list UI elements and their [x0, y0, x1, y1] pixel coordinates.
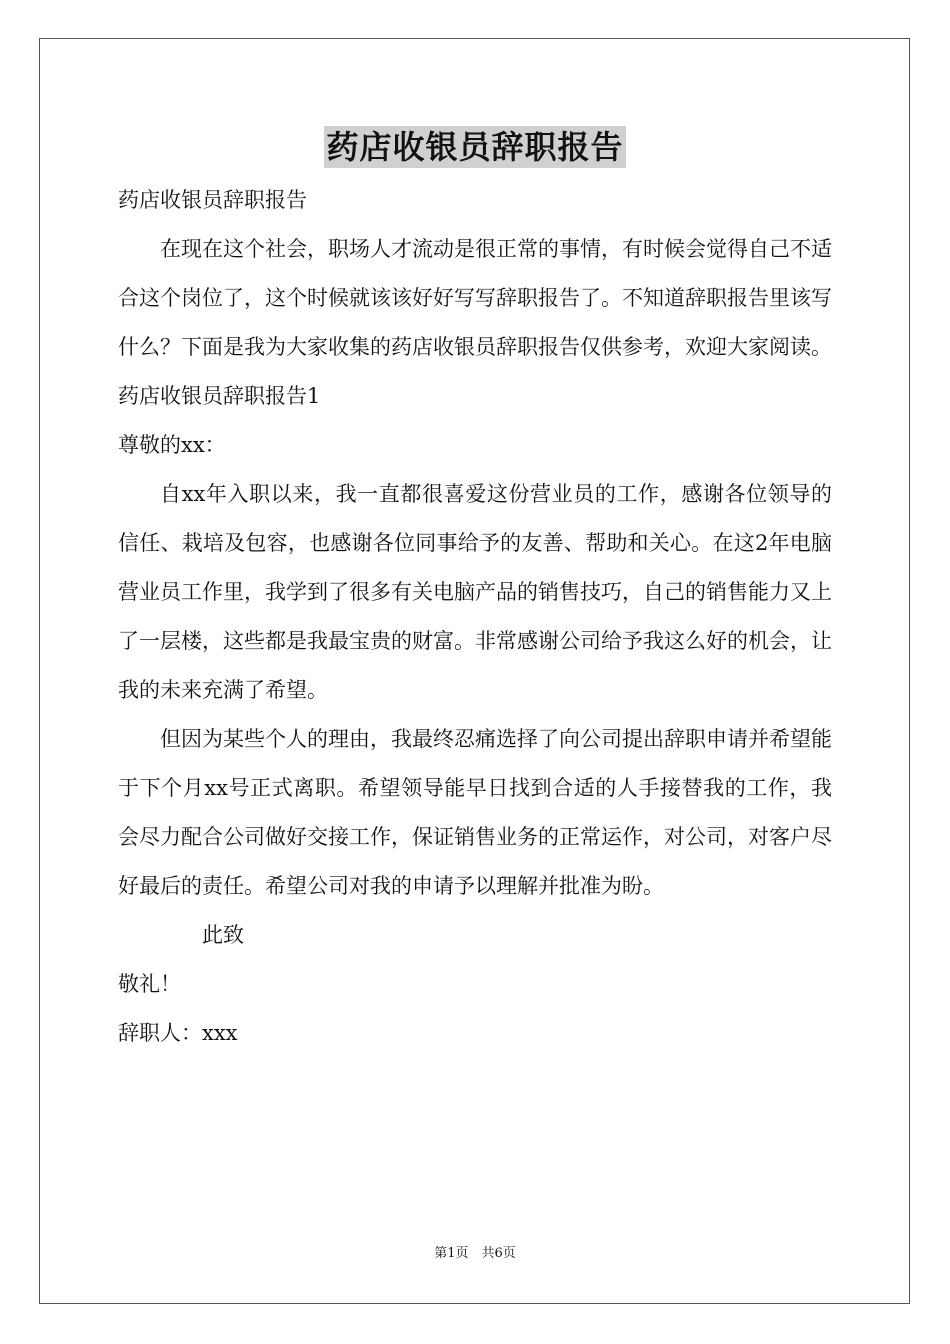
- body-paragraph-1: 自xx年入职以来，我一直都很喜爱这份营业员的工作，感谢各位领导的信任、栽培及包容，也感谢各位同事给予的友善、帮助和关心。在这2年电脑营业员工作里，我学到了很多有关电脑产品的销售技巧，自己的销售能力又上了一层楼，这些都是我最宝贵的财富。非常感谢公司给予我这么好的机会，让我的未来充满了希望。: [118, 482, 832, 702]
- section-heading: 药店收银员辞职报告1: [118, 384, 321, 408]
- regards-line: 敬礼！: [118, 972, 181, 996]
- closing-line: 此致: [202, 923, 244, 947]
- salutation: 尊敬的xx：: [118, 433, 226, 457]
- document-title: 药店收银员辞职报告: [326, 128, 624, 166]
- subtitle: 药店收银员辞职报告: [118, 188, 307, 212]
- body-paragraph-2: 但因为某些个人的理由，我最终忍痛选择了向公司提出辞职申请并希望能于下个月xx号正式离职。希望领导能早日找到合适的人手接替我的工作，我会尽力配合公司做好交接工作，保证销售业务的正常运作，对公司，对客户尽好最后的责任。希望公司对我的申请予以理解并批准为盼。: [118, 727, 832, 898]
- title-container: [0, 126, 950, 168]
- signature-line: 辞职人：xxx: [118, 1021, 238, 1045]
- page-footer: 第1页 共6页: [434, 1246, 516, 1261]
- intro-paragraph: 在现在这个社会，职场人才流动是很正常的事情，有时候会觉得自己不适合这个岗位了，这个时候就该该好好写写辞职报告了。不知道辞职报告里该写什么？下面是我为大家收集的药店收银员辞职报告仅供参考，欢迎大家阅读。: [118, 237, 832, 359]
- document-body: [118, 176, 832, 1058]
